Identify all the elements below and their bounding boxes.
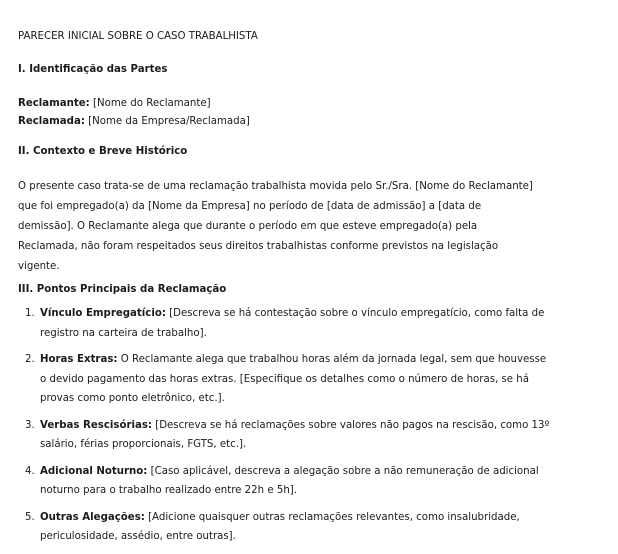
list-item-label: Outras Alegações: xyxy=(40,511,145,523)
list-item-line xyxy=(40,416,549,436)
list-item-text: noturno para o trabalho realizado entre 22h e 5h]. xyxy=(40,485,297,496)
list-item-text: [Descreva se há reclamações sobre valores não pagos na rescisão, como 13º xyxy=(151,419,550,431)
list-item-text: [Descreva se há contestação sobre o vínculo empregatício, como falta de xyxy=(165,308,545,319)
list-item-line xyxy=(40,304,549,324)
list-item-text: registro na carteira de trabalho]. xyxy=(40,327,207,339)
contexto-paragraph xyxy=(18,177,533,277)
reclamante-value: [Nome do Reclamante] xyxy=(89,98,211,109)
list-item-outras-alegacoes xyxy=(18,508,549,547)
list-item-text: [Adicione quaisquer outras reclamações relevantes, como insalubridade, xyxy=(144,511,520,523)
reclamante-label: Reclamante: xyxy=(18,98,90,109)
reclamada-line xyxy=(18,113,250,131)
reclamante-line xyxy=(18,95,250,113)
section-heading-pontos: III. Pontos Principais da Reclamação xyxy=(18,284,227,295)
parties-block xyxy=(18,95,250,131)
pontos-list xyxy=(18,304,549,554)
contexto-line: que foi empregado(a) da [Nome da Empresa] no período de [data de admissão] a [data de xyxy=(18,201,482,212)
list-item-label: Horas Extras: xyxy=(40,354,118,365)
section-heading-identificacao: I. Identificação das Partes xyxy=(18,64,168,75)
list-item-line xyxy=(40,462,549,482)
list-item-number: 3. xyxy=(25,419,35,431)
list-item-vinculo xyxy=(18,304,549,343)
contexto-line: demissão]. O Reclamante alega que durante o período em que esteve empregado(a) pela xyxy=(18,221,478,232)
list-item-label: Adicional Noturno: xyxy=(40,465,148,477)
list-item-text: o devido pagamento das horas extras. [Especifique os detalhes como o número de horas, se há xyxy=(40,373,529,385)
list-item-number: 2. xyxy=(25,354,35,365)
list-item-label: Verbas Rescisórias: xyxy=(40,419,152,431)
section-heading-contexto: II. Contexto e Breve Histórico xyxy=(18,146,188,157)
contexto-line: O presente caso trata-se de uma reclamação trabalhista movida pelo Sr./Sra. [Nome do Reclamante] xyxy=(18,181,533,192)
list-item-text: [Caso aplicável, descreva a alegação sobre a não remuneração de adicional xyxy=(147,465,539,477)
list-item-number: 5. xyxy=(25,511,35,523)
list-item-line xyxy=(40,508,549,528)
list-item-text: salário, férias proporcionais, FGTS, etc.]. xyxy=(40,439,247,450)
list-item-text: provas como ponto eletrônico, etc.]. xyxy=(40,393,225,404)
document-title: PARECER INICIAL SOBRE O CASO TRABALHISTA xyxy=(18,31,258,42)
list-item-number: 4. xyxy=(25,465,35,477)
reclamada-value: [Nome da Empresa/Reclamada] xyxy=(84,116,250,127)
list-item-label: Vínculo Empregatício: xyxy=(40,308,166,319)
contexto-line: vigente. xyxy=(18,261,60,272)
list-item-verbas-rescisorias xyxy=(18,416,549,455)
list-item-number: 1. xyxy=(25,308,35,319)
contexto-line: Reclamada, não foram respeitados seus direitos trabalhistas conforme previstos na legislação xyxy=(18,241,499,252)
list-item-text: O Reclamante alega que trabalhou horas além da jornada legal, sem que houvesse xyxy=(117,354,547,365)
list-item-line xyxy=(40,350,549,370)
list-item-text: periculosidade, assédio, entre outras]. xyxy=(40,531,236,542)
list-item-adicional-noturno xyxy=(18,462,549,501)
reclamada-label: Reclamada: xyxy=(18,116,85,127)
list-item-horas-extras xyxy=(18,350,549,409)
